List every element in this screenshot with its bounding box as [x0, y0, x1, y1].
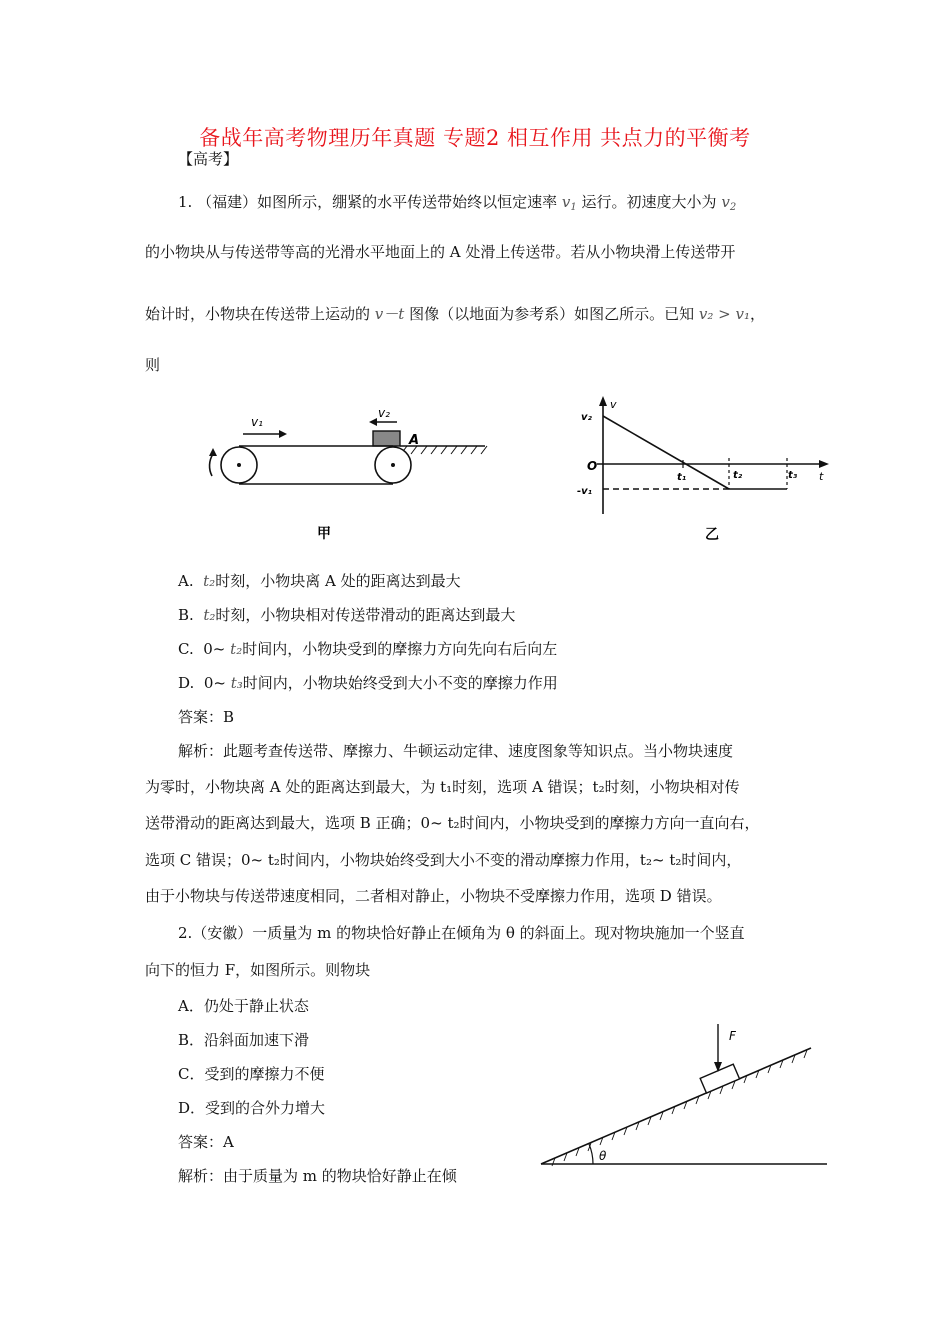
q1-answer: 答案：B — [178, 708, 235, 726]
angle-arc — [589, 1144, 593, 1164]
force-label: F — [729, 1029, 736, 1043]
conveyor-figure — [195, 402, 495, 552]
incline-figure — [535, 1018, 835, 1178]
q1-analysis-line-3: 送带滑动的距离达到最大，选项 B 正确；0~ t₂时间内，小物块受到的摩擦力方向一直向右， — [145, 814, 760, 832]
v1-symbol: $v_1$ — [561, 193, 577, 213]
q2-option-b: B．沿斜面加速下滑 — [178, 1031, 310, 1049]
q2-line-2: 向下的恒力 F，如图所示。则物块 — [145, 961, 371, 979]
q1-analysis-line-1: 解析：此题考查传送带、摩擦力、牛顿运动定律、速度图象等知识点。当小物块速度 — [178, 742, 734, 760]
fig1-caption: 甲 — [317, 526, 331, 542]
q1-number: 1. — [178, 193, 193, 211]
fig2-caption: 乙 — [705, 527, 719, 543]
neg-v1-tick-label: -v₁ — [577, 486, 593, 497]
q1-analysis-line-2: 为零时，小物块离 A 处的距离达到最大，为 t₁时刻，选项 A 错误；t₂时刻，小物块相对传 — [145, 778, 740, 796]
q1-line-2: 的小物块从与传送带等高的光滑水平地面上的 A 处滑上传送带。若从小物块滑上传送带开 — [145, 243, 736, 261]
t1-label: t₁ — [677, 472, 687, 483]
q1-source: （福建） — [197, 193, 258, 211]
point-a-label: A — [409, 433, 420, 448]
fig1-v2-label: v₂ — [378, 406, 390, 420]
q1-line3-b: 图像（以地面为参考系）如图乙所示。已知 — [409, 305, 695, 323]
q1-line1-a: 如图所示，绷紧的水平传送带始终以恒定速率 — [257, 193, 558, 211]
q1-line-4: 则 — [145, 356, 161, 374]
belt-top-arrow — [243, 430, 287, 438]
v-axis-label: v — [610, 398, 617, 411]
q1-analysis-line-4: 选项 C 错误；0~ t₂时间内，小物块始终受到大小不变的滑动摩擦力作用，t₂~ t₂时间内， — [145, 851, 742, 869]
q1-line3-a: 始计时，小物块在传送带上运动的 — [145, 305, 371, 323]
vt-graph-figure — [575, 394, 837, 554]
v2-symbol: $v_2$ — [721, 193, 737, 213]
q1-option-d: D. 0~ t₃时间内，小物块始终受到大小不变的摩擦力作用 — [178, 674, 558, 692]
incline-block — [700, 1064, 739, 1093]
rotation-arrow — [210, 454, 213, 476]
q1-analysis-line-5: 由于小物块与传送带速度相同，二者相对静止，小物块不受摩擦力作用，选项 D 错误。 — [145, 887, 722, 905]
q2-option-a: A．仍处于静止状态 — [178, 997, 309, 1015]
small-block — [373, 431, 400, 446]
origin-label: O — [587, 459, 598, 473]
velocity-compare: v₂ > v₁ — [698, 305, 750, 323]
q1-line-3 — [145, 304, 765, 324]
t2-label: t₂ — [733, 470, 743, 481]
q1-option-a: A. t₂时刻，小物块离 A 处的距离达到最大 — [178, 572, 461, 590]
q1-line-1 — [178, 192, 736, 218]
q2-option-c: C．受到的摩擦力不便 — [178, 1065, 325, 1083]
q2-analysis: 解析：由于质量为 m 的物块恰好静止在倾 — [178, 1167, 457, 1185]
theta-label: θ — [599, 1149, 607, 1163]
section-tag: 【高考】 — [178, 150, 239, 168]
t3-label: t₃ — [788, 470, 798, 481]
v2-tick-label: v₂ — [581, 412, 592, 423]
velocity-line — [603, 416, 729, 489]
page-title: 备战年高考物理历年真题 专题2 相互作用 共点力的平衡考 — [199, 126, 751, 150]
fig1-v1-label: v₁ — [251, 415, 263, 429]
t-axis-label: t — [819, 470, 824, 483]
q1-option-b: B. t₂时刻，小物块相对传送带滑动的距离达到最大 — [178, 606, 516, 624]
q2-line-1: 2.（安徽）一质量为 m 的物块恰好静止在倾角为 θ 的斜面上。现对物块施加一个竖直 — [178, 924, 745, 942]
q1-option-c: C. 0~ t₂时间内，小物块受到的摩擦力方向先向右后向左 — [178, 640, 558, 658]
q1-line1-b: 运行。初速度大小为 — [581, 193, 717, 211]
q1-comma: ， — [749, 305, 765, 323]
q2-option-d: D．受到的合外力增大 — [178, 1099, 326, 1117]
vt-symbol: v－t — [374, 305, 405, 323]
q2-answer: 答案：A — [178, 1133, 234, 1151]
